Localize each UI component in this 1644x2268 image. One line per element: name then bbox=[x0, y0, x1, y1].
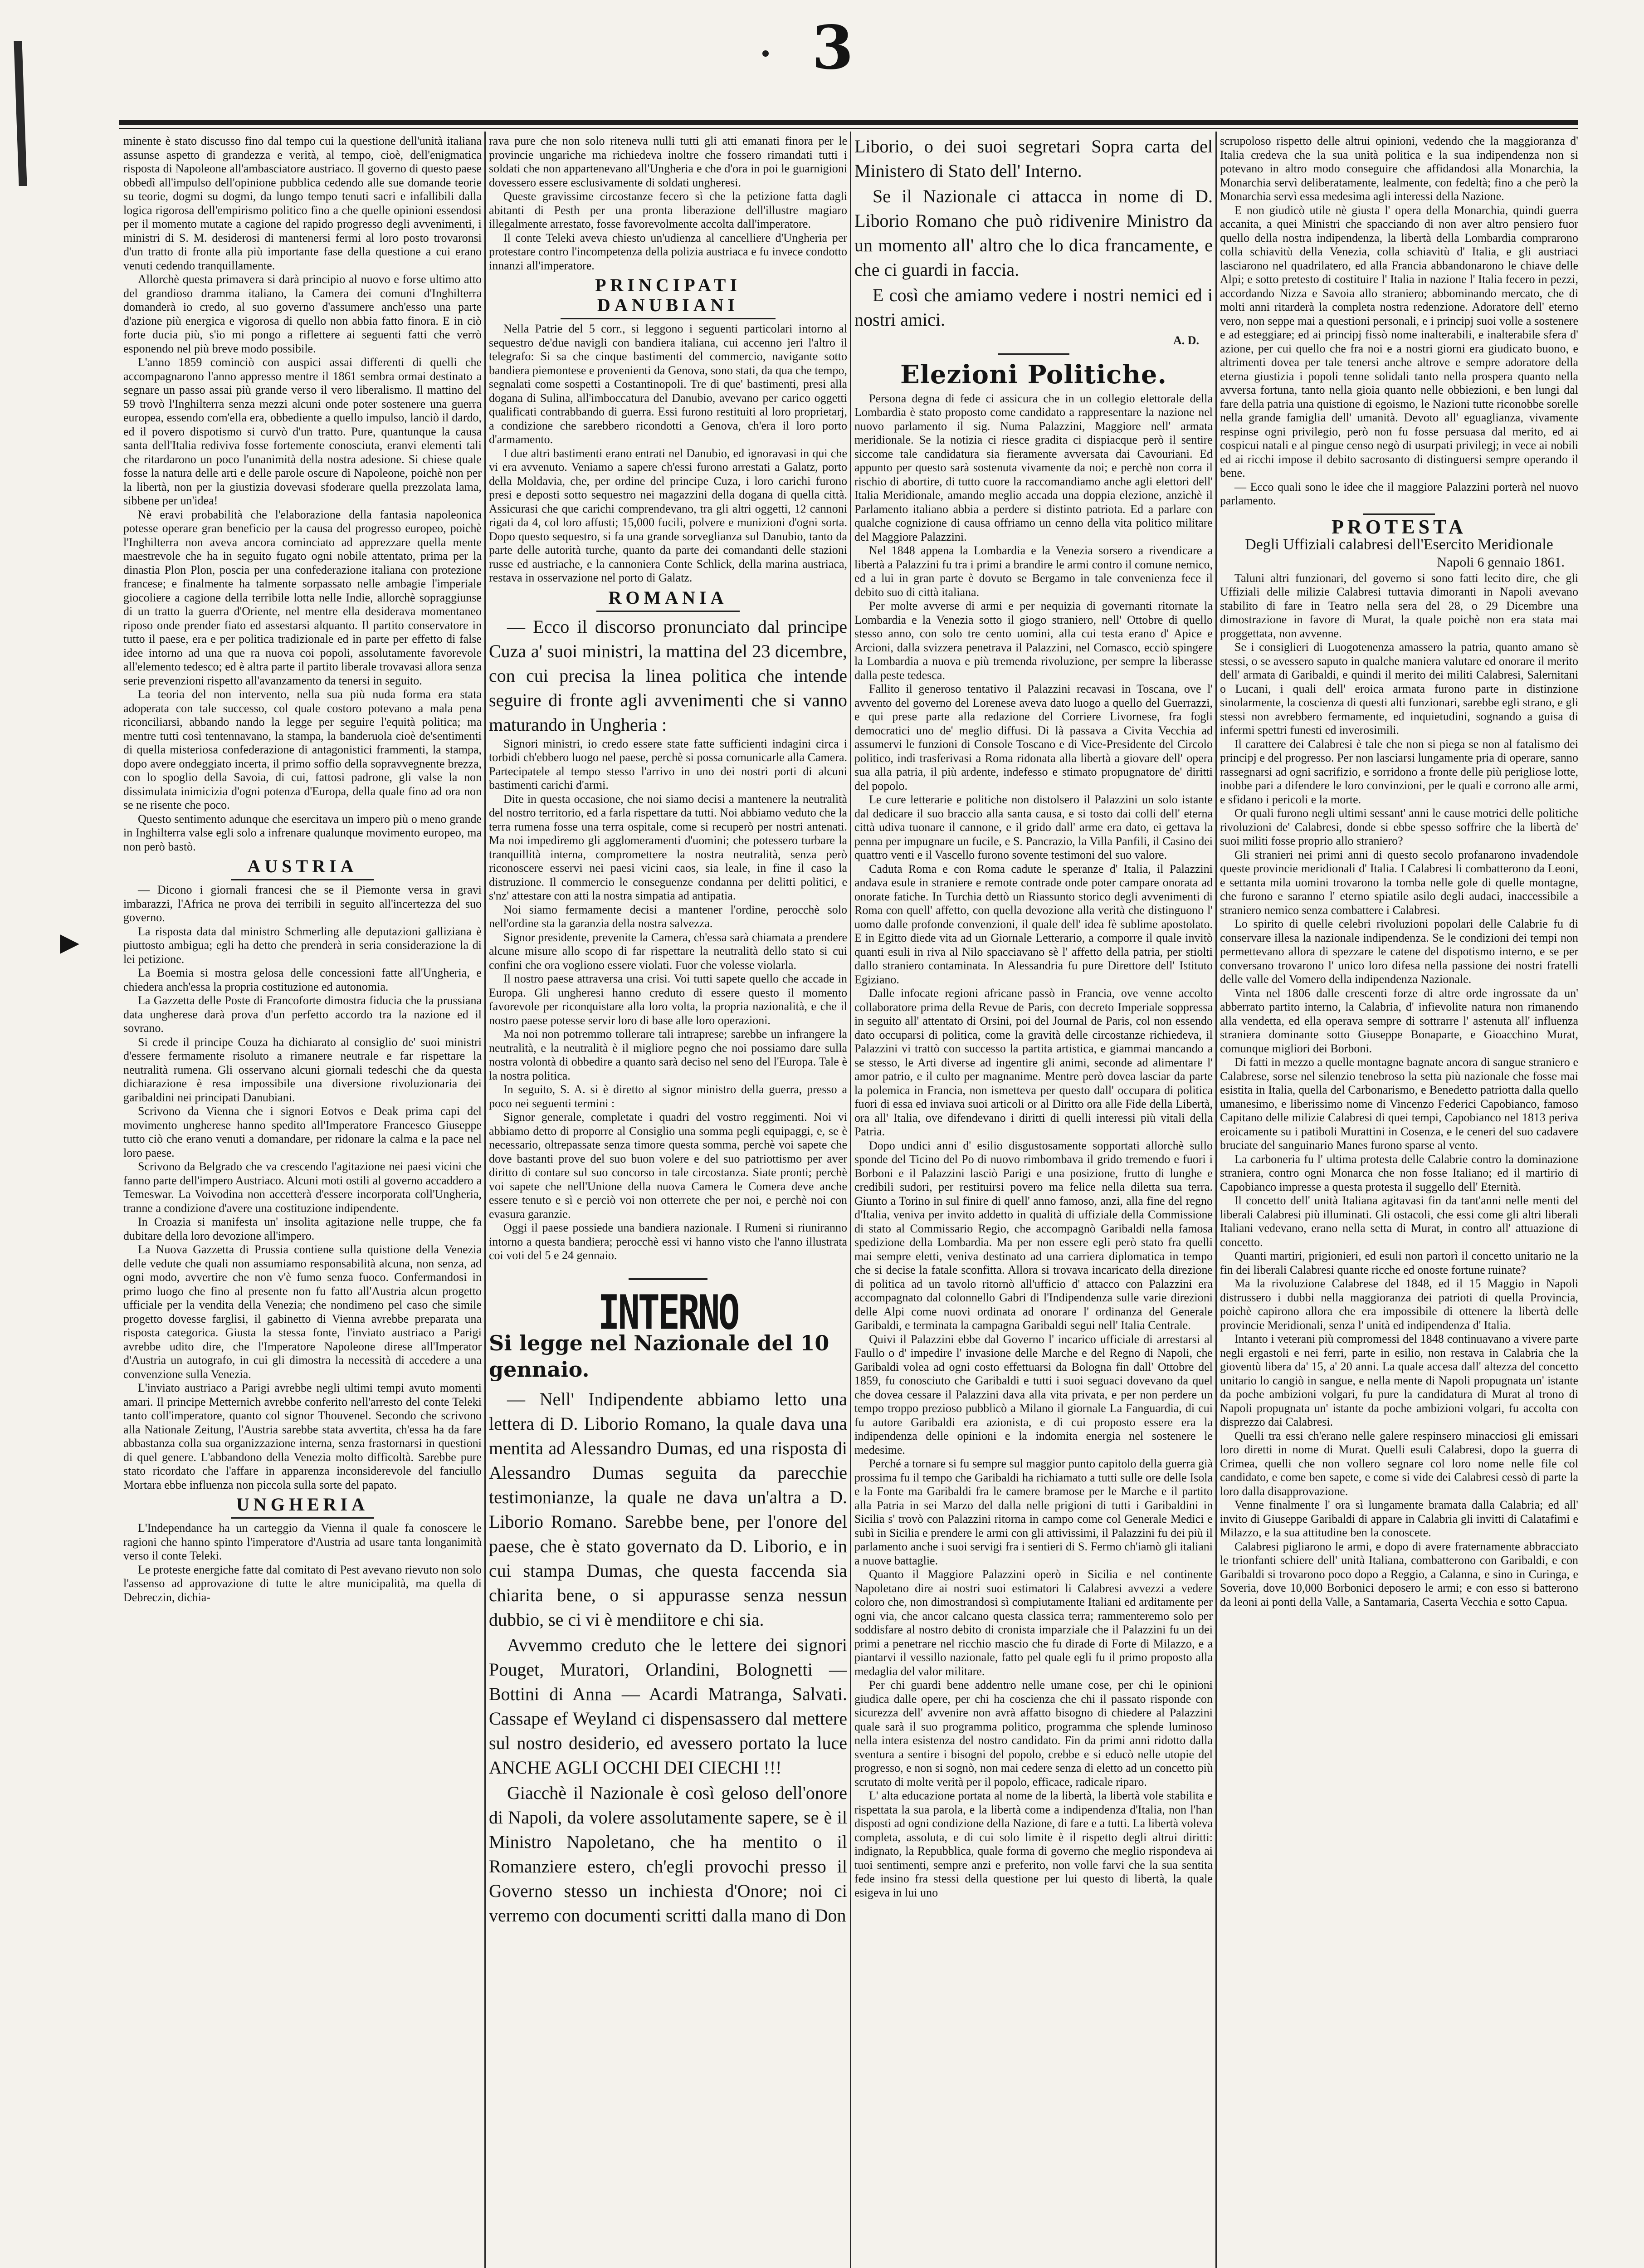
article-paragraph: Per chi guardi bene addentro nelle umane cose, per chi le opinioni giudica dalle opere, per chi ha coscienza che chi il passato risponde con sicurezza dell' avvenire non avrà affatto bisogno di chiedere al Palazzini quale sarà il suo programma politico, programma che splende luminoso nella intera esistenza del nostro candidato. Fin da primi anni ridotto dalla sventura a sentire i bisogni del popolo, crebbe e si educò nelle utopie del progresso, e non si sognò, non mai cedere senza di eletto ad un concetto più scrutato di molte verità per il popolo, efficace, radicale riparo. bbox=[854, 1678, 1213, 1789]
interno-subheading: Si legge nel Nazionale del 10 gennaio. bbox=[489, 1330, 829, 1382]
article-paragraph: Lo spirito di quelle celebri rivoluzioni popolari delle Calabrie fu di conservare illesa la nazionale indipendenza. Se le condizioni dei tempi non permettevano allora di spezzare le catene del dispotismo interno, e se per conversano trovarono l' unico loro difesa nella passione dei nostri fratelli delle valle del Vomero della indipendenza Nazionale. bbox=[1220, 917, 1578, 986]
article-paragraph: Noi siamo fermamente decisi a mantener l'ordine, perocchè solo nell'ordine sta la garanzia della nostra salvezza. bbox=[489, 903, 847, 930]
header-thin-rule bbox=[119, 128, 1578, 129]
article-paragraph: Venne finalmente l' ora sì lungamente bramata dalla Calabria; ed all' invito di Giuseppe Garibaldi di appare in Calabria gli invitti di Calatafimi e Milazzo, e la sua attitudine ben la conoscete. bbox=[1220, 1498, 1578, 1539]
article-paragraph: Dalle infocate regioni africane passò in Francia, ove venne accolto collaboratore prima della Revue de Paris, con decreto Imperiale soppressa in seguito all' attentato di Orsini, poi del Journal de Paris, col non essendo dato occuparsi di politica, come la gravità delle circostanze richiedeva, il Palazzini vi trattò con successo la partita artistica, e giammai mancando a se stesso, le Arti diverse ad ingentire gli animi, seconde ad alimentare l' amor patrio, e il culto per magnanime. Mentre però dovea lasciar da parte la polemica in Francia, non ismetteva per questo dall' occupara di politica fuori di essa ed inviava suoi articoli or al Diritto ora alle Fide della Libertà, ora all' Italia, ove difendevano i diritti di quelli interessi più vitali della Patria. bbox=[854, 987, 1213, 1138]
section-heading-austria: AUSTRIA bbox=[231, 856, 374, 880]
section-rule bbox=[629, 1278, 707, 1280]
section-heading-interno: INTERNO bbox=[598, 1285, 738, 1340]
article-paragraph: Or quali furono negli ultimi sessant' anni le cause motrici delle politiche rivoluzioni de' Calabresi, donde si ebbe spesso soffrire che la libertà de' suoi militi fosse proprio allo straniero? bbox=[1220, 807, 1578, 847]
header-thick-rule bbox=[119, 120, 1578, 125]
article-paragraph: Persona degna di fede ci assicura che in un collegio elettorale della Lombardia è stato proposto come candidato a rappresentare la nazione nel nuovo parlamento il sig. Numa Palazzini, Maggiore nell' armata meridionale. Se la notizia ci riesce gradita ci dispiacque però il sentire siccome tale candidatura sia fieramente avversata dai Cavouriani. Ed appunto per questo sarà sostenuta vivamente da noi; e perchè non corra il rischio di abortire, di tutto cuore la raccomandiamo anche agli elettori dell' Italia Meridionale, amando meglio accada una doppia elezione, anzichè il Parlamento italiano abbia a perdere si distinto patriota. Ed a parlare con qualche cognizione di causa offriamo un cenno della vita politico militare del Maggiore Palazzini. bbox=[854, 391, 1213, 543]
article-paragraph: Ma noi non potremmo tollerare tali intraprese; sarebbe un infrangere la neutralità, e la neutralità è il migliore pegno che noi possiamo dare sulla nostra volontà di obbedire a quanto sarà deciso nel seno del l'Europa. Tale è la nostra politica. bbox=[489, 1027, 847, 1082]
article-paragraph: Ma la rivoluzione Calabrese del 1848, ed il 15 Maggio in Napoli distrussero i dubbi nella maggioranza dei patrioti di quella Provincia, poichè capirono allora che era impossibile di ottenere la libertà delle provincie Meridionali, senza l' unità ed indipendenza d' Italia. bbox=[1220, 1277, 1578, 1332]
column-1 bbox=[123, 134, 482, 2268]
article-paragraph: Questo sentimento adunque che esercitava un impero più o meno grande in Inghilterra valse egli solo a infrenare qualunque movimento europeo, ma non però bastò. bbox=[123, 812, 482, 853]
article-paragraph: La carboneria fu l' ultima protesta delle Calabrie contro la dominazione straniera, contro ogni Monarca che non fosse Italiano; ed il martirio di Capobianco impresse a questa protesta il suggello dell' Eternità. bbox=[1220, 1152, 1578, 1193]
section-heading-elezioni: Elezioni Politiche. bbox=[900, 359, 1167, 390]
article-paragraph: Nel 1848 appena la Lombardia e la Venezia sorsero a rivendicare a libertà a Palazzini fu tra i primi a brandire le armi contro il comune nemico, ed a lui in gran parte è dovuto se Bergamo in tale convenienza fece il debito suo di città italiana. bbox=[854, 544, 1213, 599]
article-paragraph: — Nell' Indipendente abbiamo letto una lettera di D. Liborio Romano, la quale dava una mentita ad Alessandro Dumas, ed una risposta di Alessandro Dumas seguita da parecchie testimonianze, la quale ne dava un'altra a D. Liborio Romano. Sarebbe bene, per l'onore del paese, che è stato governato da D. Liborio, e in cui stampa Dumas, che questa faccenda sia chiarita bene, o si appurasse senza nessun dubbio, se ci vi è mendiitore e chi sia. bbox=[489, 1388, 847, 1630]
column-divider bbox=[1215, 132, 1217, 2268]
article-paragraph: Le proteste energiche fatte dal comitato di Pest avevano rievuto non solo l'assenso ad approvazione di tutte le altre municipalità, ma quella di Debreczin, dichia- bbox=[123, 1563, 482, 1604]
article-paragraph: Il nostro paese attraversa una crisi. Voi tutti sapete quello che accade in Europa. Gli ungheresi hanno creduto di essere questo il momento favorevole per riconquistare alla loro volta, la propria nazionalità, e che il nostro paese potesse servir loro di base alle loro operazioni. bbox=[489, 972, 847, 1027]
page-dot bbox=[761, 49, 770, 58]
article-paragraph: Allorchè questa primavera si darà principio al nuovo e forse ultimo atto del grandioso dramma italiano, la Camera dei comuni d'Inghilterra domanderà io credo, al suo governo d'assumere anch'esso una parte d'azione più energica e vigorosa di quello non abbia fatto finora. E in ciò forte ducia più, s'io mi pongo a riflettere ai seguenti fatti che verrò esponendo nel più breve modo possibile. bbox=[123, 273, 482, 355]
interno-body-continued bbox=[854, 134, 1213, 332]
article-paragraph: In seguito, S. A. si è diretto al signor ministro della guerra, presso a poco nei seguenti termini : bbox=[489, 1083, 847, 1110]
article-paragraph: In Croazia si manifesta un' insolita agitazione nelle truppe, che fa dubitare della loro devozione all'impero. bbox=[123, 1215, 482, 1242]
article-paragraph: Oggi il paese possiede una bandiera nazionale. I Rumeni si riuniranno intorno a questa bandiera; perocchè essi vi hanno visto che l'anno illustrata coi voti del 5 e 24 gennaio. bbox=[489, 1221, 847, 1262]
article-paragraph: Signori ministri, io credo essere state fatte sufficienti indagini circa i torbidi ch'ebbero luogo nel paese, perchè si possa comunicarle alla Camera. Partecipatele al tempo stesso l'arrivo in uno dei nostri porti di alcuni bastimenti carichi d'armi. bbox=[489, 737, 847, 792]
article-paragraph: Dopo undici anni d' esilio disgustosamente sopportati allorchè sullo sponde del Ticino del Po di nuovo rimbombava il grido tremendo e fuori i Borboni e il Palazzini lasciò Parigi e una posizione, frutto di lunghe e credibili sudori, per restituirsi povero ma felice nella diletta sua terra. Giunto a Torino in sul finire di quell' anno famoso, anzi, alla fine del regno d'Italia, veniva per invito addetto in qualità di uffiziale della Commissione di stato al Commissario Regio, che accompagnò Garibaldi nella famosa spedizione della Lombardia. Ma per non essere egli però stato fra quelli mai sempre eletti, veniva destinato ad una carriera diplomatica in tempo che si decise la fatale sconfitta. Allora si trovava incaricato della direzione di politica ad un tavolo ritornò all'ufficio d' attacco con Palazzini era accompagnato dal colonnello Gabri di l'Indipendenza sulle varie direzioni delle Alpi come nuovi ordinata ad onorare l' ordinanza del Generale Garibaldi, e terminata la campagna Garibaldi segui nell' Italia Centrale. bbox=[854, 1139, 1213, 1332]
article-paragraph: Nella Patrie del 5 corr., si leggono i seguenti particolari intorno al sequestro de'due navigli con bandiera italiana, cui accenno jeri l'altro il telegrafo: Si sa che cinque bastimenti del commercio, navigante sotto bandiera piemontese e provenienti da Genova, sono stati, da qua che tempo, segnalati come sospetti a Costantinopoli. Tre di que' bastimenti, presi alla dogana di Sulina, all'imboccatura del Danubio, avevano per carico oggetti qualificati contrabbando di guerra. Essi furono restituiti al loro proprietarj, a condizione che sarebbero ricondotti a Genova, ch'era il loro porto d'armamento. bbox=[489, 322, 847, 446]
article-paragraph: minente è stato discusso fino dal tempo cui la questione dell'unità italiana assunse aspetto di grandezza e verità, al tempo, cioè, dell'enigmatica risposta di Napoleone all'ambasciatore austriaco. Il governo di questo paese obbedì all'impulso dell'opinione pubblica cedendo alle sue domande teorie su teorie, dogmi su dogmi, da lungo tempo tenuti sacri e infallibili dalla logica rigorosa dell'empirismo politico fino a che quelle opinioni essendosi per il momento mutate a cagione del rapido progresso degli avvenimenti, i ministri di S. M. desiderosi di mantenersi fermi al loro posto trovaronsi d'un tratto di fronte alla più importante fase della questione a cui erano venuti cedendo tranquillamente. bbox=[123, 134, 482, 272]
margin-arrow-icon: ▶ bbox=[60, 929, 80, 957]
article-paragraph: Giacchè il Nazionale è così geloso dell'onore di Napoli, da volere assolutamente sapere, se è il Ministro Napoletano, che ha mentito o il Romanziere estero, ch'egli provochi presso il Governo stesso un inchiesta d'Onore; noi ci verremo con documenti scritti dalla mano di Don bbox=[489, 1782, 847, 1926]
article-paragraph: Scrivono da Vienna che i signori Eotvos e Deak prima capi del movimento ungherese hanno spedito all'Imperatore Francesco Giuseppe tutto ciò che erano venuti a domandare, per ridonare la calma e la pace nel loro paese. bbox=[123, 1105, 482, 1159]
article-paragraph: — Ecco il discorso pronunciato dal principe Cuza a' suoi ministri, la mattina del 23 dicembre, con cui precisa la linea politica che intende seguire di fronte agli avvenimenti che si vanno maturando in Ungheria : bbox=[489, 616, 847, 735]
article-paragraph: Gli stranieri nei primi anni di questo secolo profanarono invadendole queste provincie meridionali d' Italia. I Calabresi li combatterono da Leoni, e settanta mila uomini trovarono la tomba nelle gole di quelle montagne, che furono e saranno l' eterno spiatile asilo degli audaci, inaccessibile a straniero nemico senza combattere i Calabresi. bbox=[1220, 848, 1578, 917]
section-heading-protesta: PROTESTA bbox=[1332, 515, 1467, 538]
article-paragraph: — Ecco quali sono le idee che il maggiore Palazzini porterà nel nuovo parlamento. bbox=[1220, 480, 1578, 507]
article-paragraph: E così che amiamo vedere i nostri nemici ed i nostri amici. bbox=[854, 285, 1213, 330]
article-paragraph: Scrivono da Belgrado che va crescendo l'agitazione nei paesi vicini che fanno parte dell'impero Austriaco. Alcuni moti ostili al governo accaddero a Temeswar. La Voivodina non accetterà d'essere incorporata coll'Ungheria, tranne a condizione d'avere una costituzione indipendente. bbox=[123, 1160, 482, 1215]
article-paragraph: La Gazzetta delle Poste di Francoforte dimostra fiducia che la prussiana data ungherese darà prova d'un perfetto accordo tra la nazione ed il sovrano. bbox=[123, 994, 482, 1035]
article-paragraph: L'Independance ha un carteggio da Vienna il quale fa conoscere le ragioni che hanno spinto l'imperatore d'Austria ad usare tanta longanimità verso il conte Teleki. bbox=[123, 1521, 482, 1562]
article-paragraph: Di fatti in mezzo a quelle montagne bagnate ancora di sangue straniero e Calabrese, sorse nel silenzio tenebroso la setta più nazionale che fosse mai esistita in Italia, quella del Carbonarismo, e Benedetto patriotta dalla quello umanesimo, e liberissimo nome di Vincenzo Federici Capobianco, famoso Capitano delle milizie Calabresi di quei tempi, Capobianco nel 1813 periva eroicamente su i patiboli Murattini in Cosenza, e le ceneri del suo cadavere bruciate del sanguinario Manes furono sparse al vento. bbox=[1220, 1056, 1578, 1152]
article-paragraph: L' alta educazione portata al nome de la libertà, la libertà vole stabilita e rispettata la sua parola, e la libertà come a indipendenza d'Italia, non l'han disposti ad ogni condizione della Nazione, di fare e a tutti. La libertà voleva completa, assoluta, e di cui solo limite è il rispetto degli altrui diritti: indignato, la Repubblica, quale forma di governo che meglio rispondeva ai tuoi sentimenti, sempre anzi e preferito, non volle farvi che la sua sentita fede insino fra stessi della questione per lui questo di libertà, la quale esigeva in lui uno bbox=[854, 1789, 1213, 1899]
article-paragraph: rava pure che non solo riteneva nulli tutti gli atti emanati finora per le provincie ungariche ma richiedeva inoltre che fossero rimandati tutti i soldati che non appartenevano all'Ungheria e che d'ora in poi le guarnigioni dovessero essere esclusivamente di soldati ungheresi. bbox=[489, 134, 847, 189]
interno-body bbox=[489, 1387, 847, 1928]
article-paragraph: L'inviato austriaco a Parigi avrebbe negli ultimi tempi avuto momenti amari. Il principe Metternich avrebbe conferito nell'arresto del conte Teleki tanto coll'imperatore, quanto col signor Thouvenel. Secondo che scrivono alla Nationale Zeitung, l'Austria sarebbe stata avvertita, ch'essa ha da fare abbastanza colla sua organizzazione interna, senza frastornarsi in questioni di quel genere. L'abbandono della Venezia molto difficoltà. Sarebbe pure stato ricordato che l'affare in apparenza inconsiderevole del fanciullo Mortara ebbe influenza non piccola sulla sorte del papato. bbox=[123, 1381, 482, 1491]
article-paragraph: Il concetto dell' unità Italiana agitavasi fin da tant'anni nelle menti del liberali Calabresi più illuminati. Gli ostacoli, che essi come gli altri liberali Italiani vedevano, erano nella setta di Murat, in contro all' attuazione di concetto. bbox=[1220, 1194, 1578, 1249]
page-number: 3 bbox=[812, 13, 854, 83]
article-paragraph: Il conte Teleki aveva chiesto un'udienza al cancelliere d'Ungheria per protestare contro l'incompetenza della polizia austriaca e fu invece condotto innanzi all'imperatore. bbox=[489, 231, 847, 272]
column-divider bbox=[850, 132, 851, 2268]
article-paragraph: Per molte avverse di armi e per nequizia di governanti ritornate la Lombardia e la Venezia sotto il giogo straniero, nell' Ottobre di quello stesso anno, con solo tre cento uomini, alla cui testa erano d' Apice e Arcioni, dalla svizzera penetrava il Palazzini, nel Comasco, ecciò spingere la Lombardia a nuova e più tremenda rivoluzione, per sempre la liberasse dalla peste tedesca. bbox=[854, 599, 1213, 682]
article-paragraph: Si crede il principe Couza ha dichiarato al consiglio de' suoi ministri d'essere fermamente risoluto a rimanere neutrale e far rispettare la neutralità rumena. Gli osservano alcuni giornali tedeschi che da questa dichiarazione è resa impossibile una diversione rivoluzionaria dei garibaldini nei principati Danubiani. bbox=[123, 1035, 482, 1104]
article-paragraph: La teoria del non intervento, nella sua più nuda forma era stata adoperata con tale successo, col quale costoro potevano a mala pena riconciliarsi, abbando nando la legge per seguire l'equità politica; ma mentre tutti così tentennavano, la stampa, la banderuola cioè de'sentimenti di quella misteriosa confederazione di antagonistici frammenti, la stampa, dopo avere ondeggiato incerta, il primo soffio della sopravvegnente brezza, con lo spoglio della Savoia, di cui, fattosi padrone, gli valse la non dissimulata inimicizia d'ogni potenza d'Europa, della quale fino ad ora non se ne risente che poco. bbox=[123, 688, 482, 811]
article-paragraph: Taluni altri funzionari, del governo si sono fatti lecito dire, che gli Uffiziali delle milizie Calabresi tuttavia dimoranti in Napoli avevano stabilito di fare in Teatro nella sera del 28, o 29 Dicembre una dimostrazione in favore di Murat, la quale poichè non era stata mai proggettata, non avvenne. bbox=[1220, 571, 1578, 640]
article-paragraph: Signor presidente, prevenite la Camera, ch'essa sarà chiamata a prendere alcune misure allo scopo di far rispettare la neutralità dello stato si cui confini che ora vogliono essere violati. Fuor che volesse violarla. bbox=[489, 930, 847, 972]
column-3 bbox=[854, 134, 1213, 2268]
scan-edge-mark bbox=[14, 41, 27, 186]
section-heading-principati: PRINCIPATI DANUBIANI bbox=[561, 275, 776, 319]
article-paragraph: Avvemmo creduto che le lettere dei signori Pouget, Muratori, Orlandini, Bolognetti — Bottini di Anna — Acardi Matranga, Salvati. Cassape ef Weyland ci dispensassero dal mettere sul nostro desiderio, ed avessero portato la luce ANCHE AGLI OCCHI DEI CIECHI !!! bbox=[489, 1634, 847, 1778]
article-paragraph: Queste gravissime circostanze fecero sì che la petizione fatta dagli abitanti di Pesth per una pronta liberazione dell'illustre magiaro illegalmente arrestato, fosse favorevolmente accolta dall'imperatore. bbox=[489, 190, 847, 230]
section-heading-romania: ROMANIA bbox=[596, 588, 740, 612]
article-paragraph: Se il Nazionale ci attacca in nome di D. Liborio Romano che può ridivenire Ministro da un momento all' altro che lo dica francamente, e che ci guardi in faccia. bbox=[854, 186, 1213, 280]
section-heading-ungheria: UNGHERIA bbox=[231, 1495, 374, 1519]
article-paragraph: Vinta nel 1806 dalle crescenti forze di altre orde ingrossate da un' abberrato partito interno, la Calabria, d' infievolite natura non rimanendo alla vendetta, ed ella operava sempre di sottrarre l' astenuta all' influenza straniera dominante sotto Giuseppe Bonaparte, e Gioacchino Murat, comunque migliori dei Borboni. bbox=[1220, 986, 1578, 1055]
article-paragraph: Intanto i veterani più compromessi del 1848 continuavano a vivere parte negli ergastoli e nei ferri, parte in esilio, non restava in Calabria che la gioventù libera da' 15, a' 20 anni. La quale accesa dall' altezza del concetto unitario lo cangiò in sangue, e nella mente di Napoli propugnata un' istante da poche ambizioni volgari, fu pure la candidatura di Murat al trono di Napoli propugnata un' istante da poche ambizioni volgari, fu accolta con disprezzo dai Calabresi. bbox=[1220, 1332, 1578, 1428]
section-rule bbox=[1363, 513, 1435, 515]
article-paragraph: Quivi il Palazzini ebbe dal Governo l' incarico ufficiale di arrestarsi al Faullo o d' impedire l' invasione delle Marche e del Regno di Napoli, che Garibaldi volea ad ogni costo effettuarsi da Bologna fin dall' Ottobre del 1859, fu conosciuto che Garibaldi e tutti i suoi seguaci dovevano da quel che dovea cessare il Palazzini dava alla vita privata, e per non perdere un tempo troppo prezioso pubblicò a Milano il giornale La Fanguardia, di cui fu autore Garibaldi era azionista, e di cui proposto essere era la indipendenza delle opinioni e la indomita energia nel sostenere le medesime. bbox=[854, 1332, 1213, 1457]
article-paragraph: La Nuova Gazzetta di Prussia contiene sulla quistione della Venezia delle vedute che quali non assumiamo responsabilità alcuna, non senza, ad ogni modo, avvertire che non v'è fumo senza fuoco. Confermandosi in primo luogo che fino al presente non fu fatto all'Austria alcun progetto ufficiale per la vendita della Venezia; che nondimeno pel caso che simile progetto dovesse farglisi, il gabinetto di Vienna avrebbe preparata una risposta categorica. Giusta la stessa fonte, l'inviato austriaco a Parigi avrebbe udito dire, che l'Imperatore Napoleone direse all'Imperator d'Austria un autografo, in cui gli dimostra la necessità di accedere a una convenzione sulla Venezia. bbox=[123, 1243, 482, 1381]
article-paragraph: Caduta Roma e con Roma cadute le speranze d' Italia, il Palazzini andava esule in straniere e remote contrade onde poter campare onorata ad onorate fatiche. In Turchia dettò un Riassunto storico degli avvenimenti di Roma con quell' affetto, con quella devozione alla verità che distinguono l' uomo dalle profonde convenzioni, il quale dell' idea fè sublime apostolato. E in Egitto diede vita ad un Giornale Letterario, a comporre il quale invitò quanti esuli in riva al Nilo spacciavano sè l' affetto della patria, per stiolti dallo straniero contaminata. In Alessandria fu pure Direttore dell' Istituto Egiziano. bbox=[854, 862, 1213, 986]
column-4 bbox=[1220, 134, 1578, 2268]
article-paragraph: — Dicono i giornali francesi che se il Piemonte versa in gravi imbarazzi, l'Africa ne prova dei terribili in seguito all'incertezza del suo governo. bbox=[123, 883, 482, 924]
article-paragraph: Dite in questa occasione, che noi siamo decisi a mantenere la neutralità del nostro territorio, ed a farla rispettare da tutti. Noi abbiamo veduto che la terra rumena fosse una terra ospitale, come si recuperò per nostri antenati. Ma noi impediremo gli agglomeramenti d'uomini; che potessero turbare la tranquillità interna, compromettere la nostra neutralità, senza però riconoscere esservi nei paesi vicini caos, sia leale, in fine il caso la distruzione. Il commercio le conseguenze condanna per delitti politici, e s'nz' attestare con atti la nostra simpatia ad antipatia. bbox=[489, 792, 847, 902]
article-paragraph: Quanti martiri, prigionieri, ed esuli non partorì il concetto unitario ne la fin dei liberali Calabresi quante ricche ed onoste fortune ruinate? bbox=[1220, 1249, 1578, 1276]
article-paragraph: E non giudicò utile nè giusta l' opera della Monarchia, quindi guerra accanita, a quei Ministri che spacciando di non aver altro pensiero fuor quello della nostra indipendenza, la libertà della Lombardia comprarono colla schiavitù della Venezia, colla schiavitù d' Italia, e gli austriaci lasciarono nel quadrilatero, ed alla Francia abbandonarono le chiave delle Alpi; e sotto pretesto di costituire l' Italia in nazione l' Italia fecero in pezzi, accordando Nizza e Savoia allo straniero; abbominando mercato, che di molti anni ritarderà la completa nostra redenzione. Adoratore dell' eterno vero, non seppe mai a questioni personali, e i principj suoi volle a sostenere e ad esteggiare; ed ai principj fissò nome inalterabili, e inalterabile sfera d' azione, per cui quello che fra noi e a nostri giorni era giudicato buono, e altrimenti dovea per tale tenersi anche altrove e sempre adoratore della eterna giustizia i popoli tenne solidali tanto nella prospera quanto nella avversa fortuna, tanto nella gioia quanto nelle obbiezioni, e ben lungi dal fare della patria una quistione di egoismo, le Nazioni tutte riconobbe sorelle nella grande famiglia dell' umanità. Devoto all' eguaglianza, vivamente respinse ogni privilegio, però non fu fosse persuasa dal merito, ed ai cospicui natali e al pingue censo negò di usurpati privilegj; in vece ai nobili ed ai ricchi impose il debito sacrosanto di distinguersi sempre operando il bene. bbox=[1220, 203, 1578, 479]
article-paragraph: Signor generale, completate i quadri del vostro reggimenti. Noi vi abbiamo detto di proporre al Consiglio una somma pegli equipaggi, e, se è necessario, oltrepassate senza timore questa somma, perchè voi sapete che dove bastanti prove del suo buon volere e del suo patriottismo per aver diritto di contare sul suo concorso in tale circostanza. Siate pronti; perchè voi sapete che nell'Unione della nuova Camera le Comera deve anche essere tenuto e sì e perciò voi non otterrete che per noi, e perchè noi con evasura garanzie. bbox=[489, 1110, 847, 1221]
article-paragraph: Quelli tra essi ch'erano nelle galere respinsero minacciosi gli emissari loro diretti in nome di Murat. Quelli esuli Calabresi, dopo la guerra di Crimea, quelli che non vollero segnare col loro nome nelle file col candidato, e come ben sapete, e come si vide dei Calabresi cessò di parte la loro dalla disapprovazione. bbox=[1220, 1429, 1578, 1498]
column-divider bbox=[484, 132, 486, 2268]
article-paragraph: Liborio, o dei suoi segretari Sopra carta del Ministero di Stato dell' Interno. bbox=[854, 136, 1213, 181]
article-paragraph: Se i consiglieri di Luogotenenza amassero la patria, quanto amano sè stessi, o se avessero saputo in qualche maniera valutare ed onorare il merito dell' armata di Garibaldi, e quindi il merito dei militi Calabresi, Salernitani o Lucani, i quali dell' eroica armata furono parte in distinzione sinolarmente, la coscienza di questi alti funzionari, sarebbe egli strano, e gli stessi non avrebbero fermamente, ed inquietudini, sognando a guisa di infermi spettri funesti ed inverosimili. bbox=[1220, 640, 1578, 737]
article-paragraph: Il carattere dei Calabresi è tale che non si piega se non al fatalismo dei principj e del progresso. Per non lasciarsi lungamente pria di operare, sanno rassegnarsi ad ogni sacrifizio, e sorridono a fronte delle più perigliose lotte, inobbe pari a difendere le loro convinzioni, per le quali e corrono alle armi, e sfidano i pericoli e la morte. bbox=[1220, 737, 1578, 806]
section-rule bbox=[998, 353, 1069, 355]
cuza-speech-intro bbox=[489, 615, 847, 737]
column-2 bbox=[489, 134, 847, 2268]
protesta-subheading: Degli Uffiziali calabresi dell'Esercito Meridionale bbox=[1245, 536, 1553, 553]
article-paragraph: scrupoloso rispetto delle altrui opinioni, vedendo che la maggioranza d' Italia credeva che la sua unità politica e la sua indipendenza non si potevano in altro modo conseguire che affidandosi alla Monarchia, la Monarchia servì deliberatamente, lealmente, con fedeltà; fino a che però la Monarchia servì essa medesima agli interessi della Nazione. bbox=[1220, 134, 1578, 203]
article-paragraph: La Boemia si mostra gelosa delle concessioni fatte all'Ungheria, e chiedera anch'essa la propria costituzione ed autonomia. bbox=[123, 966, 482, 993]
article-paragraph: Le cure letterarie e politiche non distolsero il Palazzini un solo istante dal dedicare il suo braccio alla santa causa, e si tosto dai colli dell' eterna città udiva tuonare il cannone, e il grido dall' arme era dato, ei gettava la penna per impugnare un fucile, e S. Pancrazio, la Villa Panfili, il Casino dei quattro venti e il Vascello furono sovente testimoni del suo valore. bbox=[854, 793, 1213, 861]
article-paragraph: Quanto il Maggiore Palazzini operò in Sicilia e nel continente Napoletano dire ai nostri suoi estimatori li Calabresi avvezzi a vedere coloro che, non dimostrandosi sì compiutamente Italiani ed arditamente per ogni via, che ancor calcano questa classica terra; rammenteremo solo per soddisfare al nostro debito di cronista imparziale che il Palazzini fu un dei primi a penetrare nel ricchio mascio che fu dirade di Forte di Milazzo, e a piantarvi il vessillo nazionale, fatto pel quale egli fu il primo proposto alla medaglia del valor militare. bbox=[854, 1568, 1213, 1678]
article-signature: A. D. bbox=[1173, 334, 1199, 347]
article-paragraph: Perché a tornare si fu sempre sul maggior punto capitolo della guerra già prossima fu il tempo che Garibaldi ha richiamato a tutti sulle ore delle Isola e la Fonte ma Garibaldi fra le camere bramose per le Marche e il partito alla Patria in sei Marzo del dalla nelle prigioni di tutti i Garibaldini in Sicilia s' trovò con Palazzini ritorna in campo come col Generale Medici e subì in Sicilia e prendere le armi con gli attivissimi, il Palazzini fu dei più il parlamento anche i suoi servigi fra i sentieri di S. Fermo ch'iamò gli italiani a nuove battaglie. bbox=[854, 1457, 1213, 1567]
article-paragraph: La risposta data dal ministro Schmerling alle deputazioni galliziana è piuttosto ambigua; egli ha detto che prenderà in seria considerazione la di lei petizione. bbox=[123, 924, 482, 966]
protesta-dateline: Napoli 6 gennaio 1861. bbox=[1437, 555, 1565, 570]
article-paragraph: Fallito il generoso tentativo il Palazzini recavasi in Toscana, ove l' avvento del governo del Lorenese aveva dato luogo a quello del Guerrazzi, e qui prese parte alla redazione del Corriere Livornese, fra fogli democratici uno de' meglio diffusi. Di là passava a Civita Vecchia ad assumervi le funzioni di Console Toscano e di Vice-Presidente del Circolo politico, indi trasferivasi a Roma ridonata alla libertà a giovare dell' opera sua alla patria, il più ardente, indefesso e stimato propugnatore de' diritti del popolo. bbox=[854, 682, 1213, 792]
article-paragraph: I due altri bastimenti erano entrati nel Danubio, ed ignoravasi in qui che vi era avvenuto. Veniamo a sapere ch'essi furono arrestati a Galatz, porto della Moldavia, che, per ordine del principe Cuza, i loro carichi furono presi e deposti sotto sequestro nei magazzini della dogana di quella città. Assicurasi che que carichi comprendevano, tra gli altri oggetti, 12 cannoni rigati da 4, col loro affusti; 15,000 fucili, polvere e munizioni d'ogni sorta. Dopo questo sequestro, si fa una grande sorveglianza sul Danubio, tanto da parte delle autorità turche, quanto da parte dei comandanti delle stazioni russe ed austriache, e la cannoniera Conte Schlick, della marina austriaca, restava in osservazione nel porto di Galatz. bbox=[489, 446, 847, 584]
article-paragraph: Calabresi pigliarono le armi, e dopo di avere fraternamente abbracciato le trionfanti schiere dell' unità Italiana, combatterono con Garibaldi, e con Garibaldi si trovarono poco dopo a Reggio, a Calanna, e sino in Curinga, e Soveria, dove 10,000 Borbonici deposero le armi; e con esso si batterono da leoni ai ponti della Valle, a Santamaria, Caserta Vecchia e sotto Capua. bbox=[1220, 1540, 1578, 1608]
article-paragraph: L'anno 1859 cominciò con auspici assai differenti di quelli che accompagnarono l'anno appresso mentre il 1861 sembra ormai destinato a segnare un passo assai più grande verso il vero liberalismo. Il mattino del 59 trovò l'Inghilterra senza mezzi alcuni onde poter sostenere una guerra europea, essendo com'ella era, obbediente a quello impulso, lanciò il dardo, ed il povero dispotismo si curvò d'un tratto. Pure, quantunque la causa santa dell'Italia rediviva fosse fortemente conosciuta, eranvi elementi tali che ritardarono un poco l'unanimità della nostra adesione. Si chiese quale fosse la natura delle arti e delle parole oscure di Napoleone, poichè non per la libertà, non per la giustizia dovevasi sfoderare quella prezzolata lama, sibbene per un'idea! bbox=[123, 356, 482, 507]
article-paragraph: Nè eravi probabilità che l'elaborazione della fantasia napoleonica potesse operare gran beneficio per la causa del progresso europeo, poichè l'Inghilterra non aveva ancora cominciato ad apprezzare quella mente maestrevole che ha in seguito fugato ogni nobile attentato, prima per la dinastia Plon Plon, poscia per una confederazione italiana con protezione francese; e finalmente ha talmente sorpassato nelle ambagie l'imperiale giocoliere a cagione della terribile lotta nelle Indie, allorchè sopraggiunse di un tratto la guerra d'Oriente, nel mentre ella desiderava momentaneo riposo onde prender fiato ed assestarsi alquanto. Il partito conservatore in tutto il paese, era e per politica tradizionale ed in parte per effetto di false idee intorno ad una que ra nuova coi popoli, assolutamente favorevole all'elemento tedesco; ed è altra parte il partito liberale trovavasi allora senza serie prevenzioni rispetto all'avanzamento da tenersi in seguito. bbox=[123, 508, 482, 687]
